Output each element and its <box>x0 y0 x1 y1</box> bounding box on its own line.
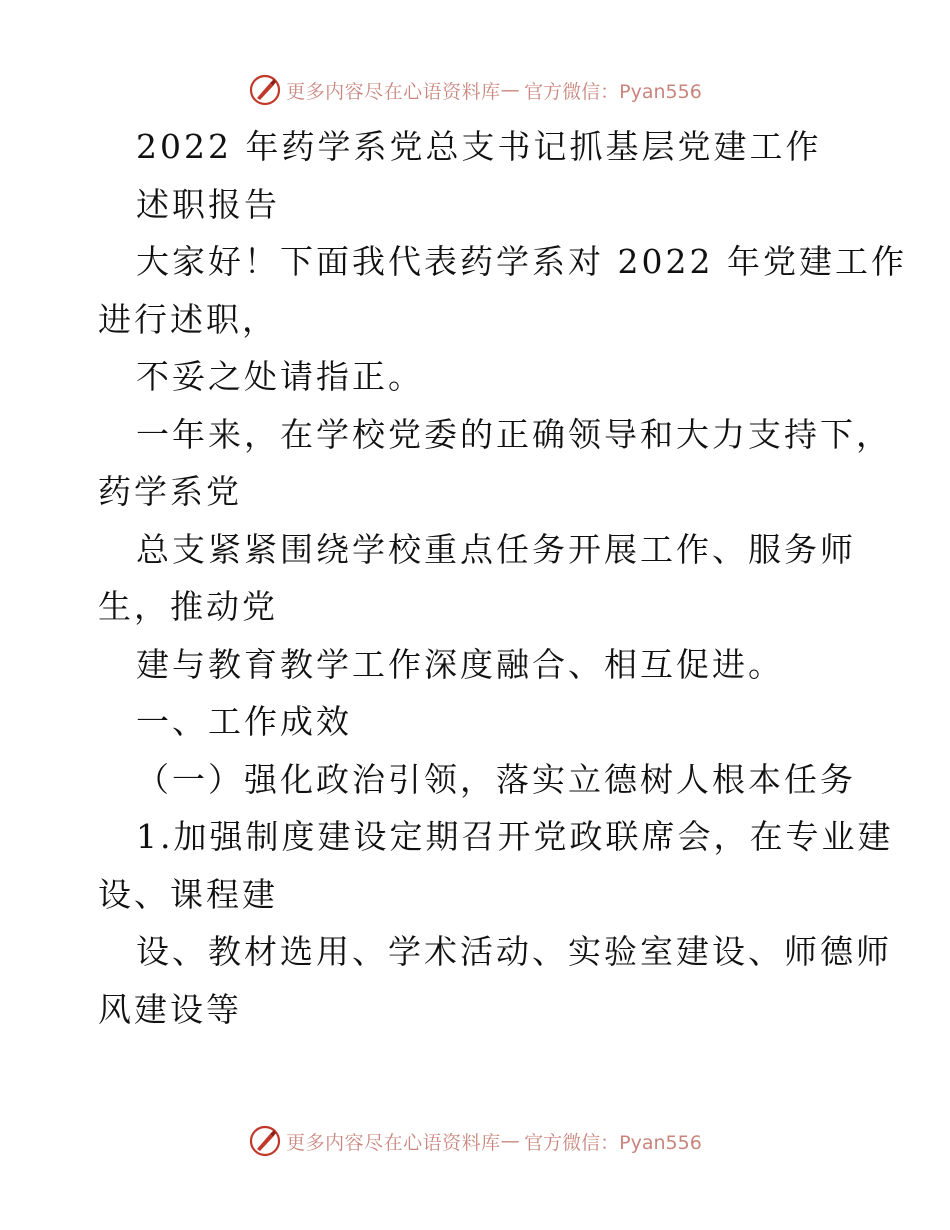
watermark-dash: — <box>500 79 521 101</box>
paragraph-line: 大家好！下面我代表药学系对 2022 年党建工作 <box>136 242 907 281</box>
paragraph-line: 一年来，在学校党委的正确领导和大力支持下， <box>136 414 892 454</box>
paragraph-line: 生，推动党 <box>98 587 278 626</box>
paragraph-line: 不妥之处请指正。 <box>136 357 424 396</box>
paragraph-line: 风建设等 <box>98 989 242 1029</box>
paragraph-line: 药学系党 <box>98 472 242 511</box>
watermark-contact: 官方微信：Pyan556 <box>524 80 702 103</box>
watermark-header <box>0 70 950 110</box>
paragraph-line: 1.加强制度建设定期召开党政联席会，在专业建 <box>136 817 894 856</box>
watermark-text: 更多内容尽在心语资料库 <box>286 1131 501 1154</box>
paragraph-line: 设、教材选用、学术活动、实验室建设、师德师 <box>136 932 892 971</box>
subsection-heading: （一）强化政治引领，落实立德树人根本任务 <box>136 759 856 799</box>
watermark-footer <box>0 1121 950 1161</box>
document-subtitle: 述职报告 <box>136 184 280 224</box>
watermark-contact: 官方微信：Pyan556 <box>524 1131 702 1154</box>
document-title: 2022 年药学系党总支书记抓基层党建工作 <box>136 127 822 166</box>
pen-logo-icon <box>248 1124 282 1158</box>
paragraph-line: 设、课程建 <box>98 874 278 914</box>
watermark-text: 更多内容尽在心语资料库 <box>286 80 501 103</box>
paragraph-line: 总支紧紧围绕学校重点任务开展工作、服务师 <box>136 529 856 569</box>
watermark-dash: — <box>500 1130 521 1152</box>
section-heading: 一、工作成效 <box>136 702 352 741</box>
pen-logo-icon <box>248 73 282 107</box>
document-body <box>98 118 907 1038</box>
paragraph-line: 进行述职， <box>98 299 278 339</box>
paragraph-line: 建与教育教学工作深度融合、相互促进。 <box>136 644 784 684</box>
